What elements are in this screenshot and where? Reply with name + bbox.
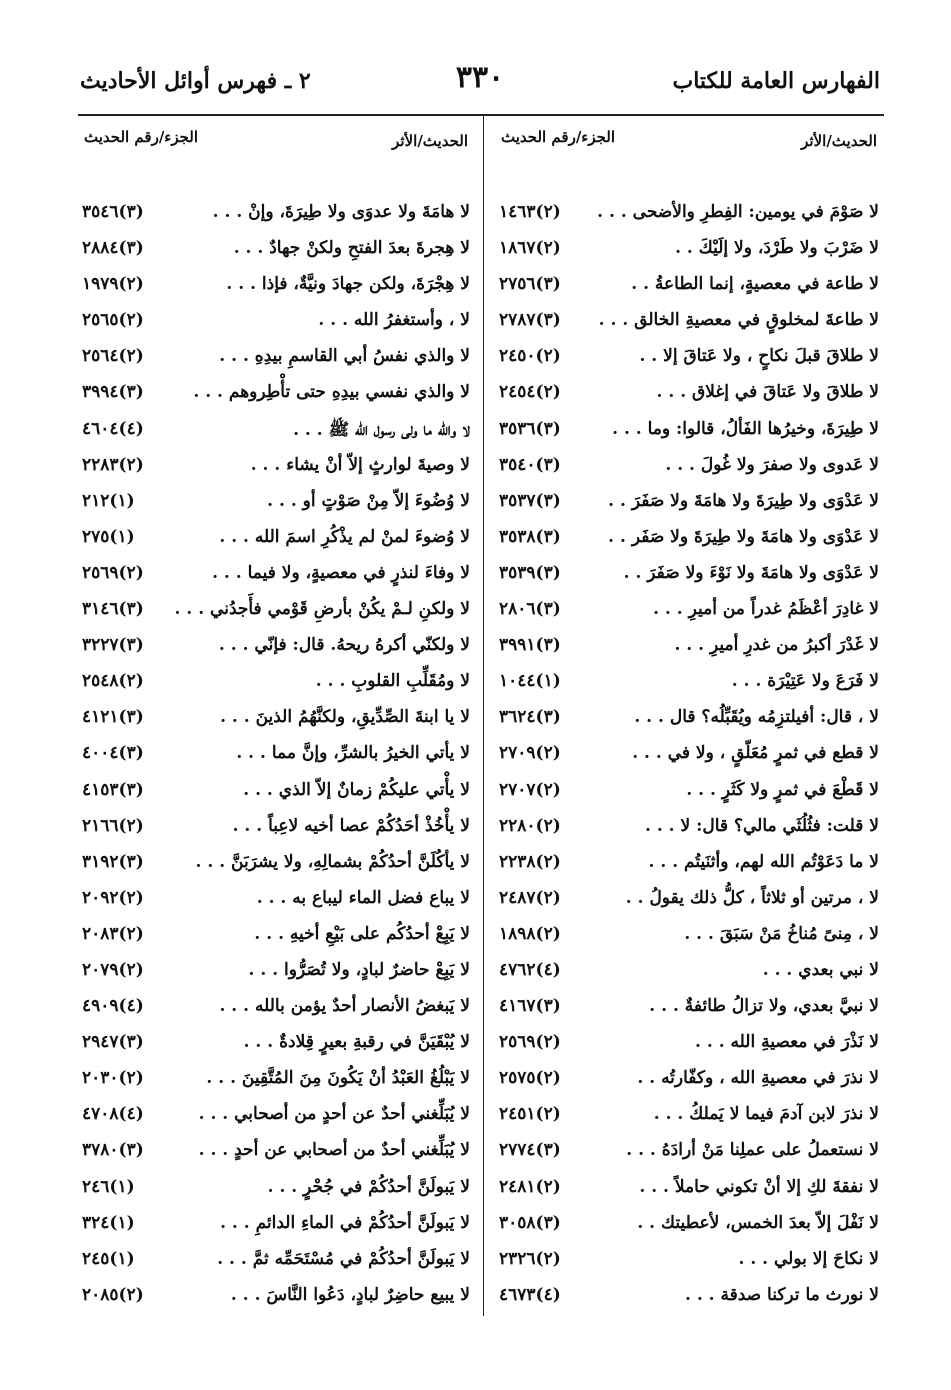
hadith-entry bbox=[78, 920, 474, 956]
hadith-entry bbox=[495, 1028, 883, 1064]
hadith-ref: (٢)٢٤٨٧ bbox=[499, 887, 561, 908]
hadith-entry bbox=[495, 1245, 883, 1281]
hadith-text: لا غَدْرَ أكبرُ من غدرِ أميرِ . . . bbox=[674, 635, 879, 656]
hadith-ref: (٣)٣٥٤٦ bbox=[82, 202, 144, 222]
hadith-text: لا يأكُلَنَّ أحدُكُمْ بشمالِهِ، ولا يشرَبَنَّ . . . bbox=[195, 851, 470, 872]
hadith-entry bbox=[78, 848, 474, 884]
hadith-text: لا هامَةَ ولا عدوَى ولا طِيرَةَ، وإنْ . . . bbox=[212, 202, 470, 222]
hadith-entry bbox=[78, 667, 474, 703]
header-rule bbox=[78, 114, 884, 116]
hadith-ref: (١)٢١٢ bbox=[82, 490, 135, 511]
hadith-ref: (٢)٢٤٥٠ bbox=[499, 346, 561, 367]
hadith-ref: (٢)٢٢٣٨ bbox=[499, 851, 561, 872]
hadith-ref: (٢)٢٠٩٢ bbox=[82, 887, 144, 908]
hadith-text: لا يأْخُذْ أحَدُكُمْ عصا أخيه لاعِباً . . . bbox=[232, 815, 470, 836]
hadith-entry bbox=[78, 1281, 474, 1317]
hadith-text: لا عَدْوَى ولا هامَةَ ولا نَوْءَ ولا صَفَرَ . . bbox=[623, 562, 879, 583]
hadith-entry bbox=[495, 595, 883, 631]
hadith-entry bbox=[495, 378, 883, 414]
hadith-text: لا يَبِعْ حاضرٌ لبادٍ، ولا تُصَرُّوا . . . bbox=[248, 959, 470, 980]
hadith-ref: (٣)٣٥٣٧ bbox=[499, 490, 561, 511]
hadith-entry bbox=[78, 812, 474, 848]
hadith-ref: (٢)٢٥٦٩ bbox=[82, 562, 144, 583]
hadith-text: لا نورث ما تركنا صدقة . . . bbox=[684, 1284, 879, 1305]
hadith-entry bbox=[495, 198, 883, 234]
hadith-ref: (٣)٢٧٥٦ bbox=[499, 274, 561, 295]
hadith-entry bbox=[78, 415, 474, 451]
hadith-entry bbox=[495, 1136, 883, 1172]
hadith-text: لا هِجرةَ بعدَ الفتحِ ولكنْ جهادٌ . . . bbox=[233, 238, 470, 259]
hadith-ref: (١)٢٤٦ bbox=[82, 1176, 135, 1197]
hadith-text: لا يباع فضل الماء ليباع به . . . bbox=[256, 887, 470, 908]
hadith-entry bbox=[78, 703, 474, 739]
hadith-list-left bbox=[78, 198, 474, 1317]
hadith-ref: (٣)٣٩٩١ bbox=[499, 635, 561, 656]
column-header-ref: الجزء/رقم الحديث bbox=[501, 128, 616, 146]
hadith-text: لا يأْتي عليكُمْ زمانٌ إلاّ الذي . . . bbox=[243, 779, 470, 800]
hadith-entry bbox=[78, 1209, 474, 1245]
hadith-text: لا ولكنّي أكرهُ ريحهُ. قال: فإنّي . . . bbox=[218, 635, 470, 656]
hadith-entry bbox=[495, 703, 883, 739]
hadith-text: لا وُضُوءَ إلاّ مِنْ صَوْتٍ أو . . . bbox=[267, 490, 470, 511]
hadith-entry bbox=[495, 776, 883, 812]
hadith-text: لا يا ابنةَ الصِّدِّيقِ، ولكنَّهُمُ الذينَ . . . bbox=[220, 707, 470, 728]
hadith-text: لا وصيةَ لوارثٍ إلاّ أنْ يشاء . . . bbox=[250, 454, 470, 475]
hadith-ref: (٢)٢٣٢٦ bbox=[499, 1248, 561, 1269]
hadith-ref: (٣)٣١٩٢ bbox=[82, 851, 144, 872]
hadith-ref: (٣)٢٨٨٤ bbox=[82, 238, 144, 259]
hadith-text: لا هِجْرَةَ، ولكن جهادَ ونيَّةٌ، فإذا . . . bbox=[226, 274, 470, 295]
hadith-text: لا طاعة في معصيةٍ، إنما الطاعةُ . . bbox=[631, 274, 879, 295]
hadith-ref: (٢)٢٠٨٣ bbox=[82, 923, 144, 944]
hadith-entry bbox=[78, 1136, 474, 1172]
hadith-ref: (٣)٣٥٣٦ bbox=[499, 418, 561, 439]
hadith-text: لا يَبغضُ الأنصار أحدٌ يؤمن بالله . . . bbox=[219, 996, 470, 1017]
hadith-text: لا قَطْعَ في ثمرٍ ولا كَثَرٍ . . . bbox=[686, 779, 879, 800]
hadith-ref: (١)١٠٤٤ bbox=[499, 671, 561, 692]
column-header-hadith: الحديث/الأثر bbox=[392, 132, 468, 150]
hadith-text: لا وُضوءَ لمنْ لم يذْكُرِ اسمَ الله . . . bbox=[219, 526, 470, 547]
hadith-ref: (٣)٣٢٢٧ bbox=[82, 635, 144, 656]
hadith-text: لا يَبولَنَّ أحدُكُمْ في مُسْتَحَمِّه ثمَّ . . . bbox=[217, 1248, 470, 1269]
hadith-text: لا طِيرَةَ، وخيرُها الفَألُ، قالوا: وما . . . bbox=[612, 418, 879, 439]
column-divider bbox=[483, 116, 484, 1316]
hadith-ref: (٢)١٨٩٨ bbox=[499, 923, 561, 944]
hadith-entry bbox=[78, 306, 474, 342]
hadith-entry bbox=[495, 415, 883, 451]
hadith-text: لا ولكنِ لـمْ يكُنْ بأرضِ قَوْمي فأَجدُني . . . bbox=[174, 599, 470, 620]
hadith-ref: (٢)٢٢٨٣ bbox=[82, 454, 144, 475]
running-title-right: الفهارس العامة للكتاب bbox=[672, 68, 880, 94]
hadith-entry bbox=[78, 1245, 474, 1281]
hadith-text: لا والذي نفسي بيدِهِ حتى تأْطِروهم . . . bbox=[193, 382, 470, 403]
hadith-text: لا نستعملُ على عملِنا مَنْ أرادَهُ . . . bbox=[626, 1140, 879, 1161]
hadith-ref: (٣)٣٥٤٠ bbox=[499, 454, 561, 475]
hadith-entry bbox=[495, 342, 883, 378]
hadith-text: لا قلت: فثُلُثَي مالي؟ قال: لا . . . bbox=[645, 815, 879, 836]
hadith-entry bbox=[495, 306, 883, 342]
hadith-text: لا قطع في ثمرٍ مُعَلّقٍ ، ولا في . . . bbox=[632, 743, 879, 764]
hadith-ref: (٢)١٩٧٩ bbox=[82, 274, 144, 295]
hadith-entry bbox=[495, 992, 883, 1028]
hadith-text: لا يَبِعْ أحدُكُم على بَيْعِ أخيهِ . . . bbox=[254, 923, 470, 944]
hadith-text: لا نبيَّ بعدي، ولا تزالُ طائفةٌ . . . bbox=[649, 996, 879, 1017]
hadith-entry bbox=[78, 884, 474, 920]
hadith-ref: (٢)٢٢٨٠ bbox=[499, 815, 561, 836]
hadith-entry bbox=[78, 234, 474, 270]
hadith-text: لا والله ما ولى رسول الله ﷺ . . . bbox=[293, 419, 470, 440]
hadith-text: لا يَبْلُغُ العَبْدُ أنْ يَكُونَ مِنَ المُتَّقِينَ . . . bbox=[206, 1068, 470, 1089]
hadith-ref: (٣)٣٥٣٨ bbox=[499, 526, 561, 547]
hadith-text: لا يبيع حاضِرٌ لبادٍ، دَعُوا النَّاسَ . . . bbox=[230, 1284, 470, 1305]
hadith-entry bbox=[495, 523, 883, 559]
hadith-entry bbox=[495, 631, 883, 667]
hadith-ref: (١)٣٢٤ bbox=[82, 1212, 135, 1233]
hadith-ref: (٣)٢٧٨٧ bbox=[499, 310, 561, 331]
hadith-entry bbox=[78, 776, 474, 812]
hadith-entry bbox=[78, 631, 474, 667]
hadith-entry bbox=[495, 1209, 883, 1245]
hadith-ref: (٢)٢٧٠٩ bbox=[499, 743, 561, 764]
hadith-ref: (٣)٢٧٧٤ bbox=[499, 1140, 561, 1161]
hadith-entry bbox=[78, 739, 474, 775]
hadith-ref: (٣)٤١٢١ bbox=[82, 707, 144, 728]
hadith-ref: (٣)٤١٦٧ bbox=[499, 996, 561, 1017]
hadith-ref: (٣)٣١٤٦ bbox=[82, 599, 144, 620]
hadith-ref: (٤)٤٧٦٢ bbox=[499, 959, 561, 980]
hadith-ref: (٢)٢٤٨١ bbox=[499, 1176, 561, 1197]
hadith-entry bbox=[78, 956, 474, 992]
hadith-ref: (٤)٤٦٧٣ bbox=[499, 1284, 561, 1305]
page-number: ٣٣٠ bbox=[455, 60, 505, 95]
hadith-ref: (٢)٢٤٥٤ bbox=[499, 382, 561, 403]
hadith-text: لا ، قال: أفيلتزِمُه ويُقَبِّلُه؟ قال . . . bbox=[634, 707, 879, 728]
hadith-text: لا غادِرَ أعْظَمُ غدراً من أميرِ . . . bbox=[653, 599, 879, 620]
hadith-text: لا عَدْوَى ولا طِيرَةَ ولا هامَةَ ولا صَفَرَ . . bbox=[608, 490, 879, 511]
hadith-text: لا يُبَلِّغني أحدٌ من أصحابي عن أحدٍ . . . bbox=[198, 1140, 470, 1161]
hadith-ref: (٣)٤١٥٣ bbox=[82, 779, 144, 800]
hadith-ref: (٢)٢٠٧٩ bbox=[82, 959, 144, 980]
hadith-text: لا يَبولَنَّ أحدُكُمْ في الماءِ الدائمِ . . . bbox=[220, 1212, 470, 1233]
hadith-ref: (٣)٣٧٨٠ bbox=[82, 1140, 144, 1161]
hadith-text: لا ، مِنىً مُناخُ مَنْ سَبَقَ . . . bbox=[684, 923, 879, 944]
hadith-text: لا طلاقَ ولا عَتاقَ في إغلاق . . . bbox=[656, 382, 879, 403]
hadith-ref: (٣)٣٦٢٤ bbox=[499, 707, 561, 728]
hadith-text: لا نذرَ لابن آدمَ فيما لا يَملكُ . . . bbox=[653, 1104, 879, 1125]
hadith-entry bbox=[78, 342, 474, 378]
hadith-ref: (٤)٤٩٠٩ bbox=[82, 996, 144, 1017]
hadith-entry bbox=[495, 812, 883, 848]
hadith-entry bbox=[495, 487, 883, 523]
hadith-text: لا عَدوى ولا صفرَ ولا غُولَ . . . bbox=[665, 454, 879, 475]
hadith-ref: (٣)٤٠٠٤ bbox=[82, 743, 144, 764]
hadith-text: لا ، مرتين أو ثلاثاً ، كلُّ ذلك يقولُ . . bbox=[625, 887, 879, 908]
hadith-text: لا طلاقَ قبلَ نكاحٍ ، ولا عَتاقَ إلا . . bbox=[639, 346, 879, 367]
hadith-entry bbox=[495, 848, 883, 884]
hadith-ref: (٢)٢٥٦٤ bbox=[82, 346, 144, 367]
hadith-entry bbox=[78, 992, 474, 1028]
hadith-text: لا نَفْلَ إلاّ بعدَ الخمس، لأعطيتك . . bbox=[637, 1212, 879, 1233]
hadith-text: لا يُبْقَيَنَّ في رقبةِ بعيرٍ قِلادةٌ . . . bbox=[243, 1032, 470, 1053]
hadith-entry bbox=[78, 378, 474, 414]
hadith-text: لا وفاءَ لنذرٍ في معصيةٍ، ولا فيما . . . bbox=[212, 562, 470, 583]
hadith-entry bbox=[495, 1064, 883, 1100]
hadith-text: لا صَوْمَ في يومين: الفِطرِ والأضحى . . . bbox=[597, 202, 879, 222]
hadith-text: لا يأتي الخيرُ بالشرِّ، وإنَّ مما . . . bbox=[236, 743, 470, 764]
hadith-entry bbox=[78, 198, 474, 234]
right-column bbox=[495, 126, 883, 1317]
hadith-entry bbox=[495, 739, 883, 775]
page-header bbox=[80, 60, 880, 100]
hadith-ref: (٣)٣٩٩٤ bbox=[82, 382, 144, 403]
hadith-ref: (٢)٢٠٣٠ bbox=[82, 1068, 144, 1089]
hadith-entry bbox=[78, 270, 474, 306]
hadith-ref: (٢)٢٠٨٥ bbox=[82, 1284, 144, 1305]
hadith-ref: (٣)٣٥٣٩ bbox=[499, 562, 561, 583]
column-header bbox=[78, 126, 474, 166]
hadith-ref: (٤)٤٦٠٤ bbox=[82, 418, 144, 439]
hadith-ref: (٤)٤٧٠٨ bbox=[82, 1104, 144, 1125]
hadith-entry bbox=[78, 523, 474, 559]
hadith-ref: (٣)٢٨٠٦ bbox=[499, 599, 561, 620]
hadith-entry bbox=[495, 451, 883, 487]
hadith-ref: (٢)١٤٦٣ bbox=[499, 202, 561, 222]
hadith-entry bbox=[495, 1100, 883, 1136]
hadith-text: لا ما دَعَوْتُم الله لهم، وأثنَيتُم . . . bbox=[648, 851, 879, 872]
hadith-ref: (١)٢٤٥ bbox=[82, 1248, 135, 1269]
hadith-text: لا ضَرْبَ ولا طَرْدَ، ولا إلَيْكَ . . bbox=[675, 238, 879, 259]
hadith-entry bbox=[495, 270, 883, 306]
hadith-text: لا ومُقَلِّبِ القلوبِ . . . bbox=[315, 671, 470, 692]
hadith-ref: (٣)٣٠٥٨ bbox=[499, 1212, 561, 1233]
hadith-entry bbox=[495, 884, 883, 920]
hadith-text: لا نَذْرَ في معصيةِ الله . . . bbox=[695, 1032, 879, 1053]
hadith-text: لا طاعةَ لمخلوقٍ في معصيةِ الخالق . . . bbox=[598, 310, 879, 331]
hadith-entry bbox=[78, 559, 474, 595]
hadith-text: لا نفقةَ لكِ إلا أنْ تكوني حاملاً . . . bbox=[639, 1176, 879, 1197]
hadith-text: لا نكاحَ إلا بولي . . . bbox=[738, 1248, 879, 1269]
hadith-entry bbox=[495, 956, 883, 992]
left-column bbox=[78, 126, 474, 1317]
hadith-entry bbox=[78, 595, 474, 631]
hadith-ref: (٢)٢٧٠٧ bbox=[499, 779, 561, 800]
hadith-text: لا يُبَلِّغني أحدٌ عن أحدٍ من أصحابي . . . bbox=[198, 1104, 470, 1125]
hadith-ref: (٢)٢٥٦٩ bbox=[499, 1032, 561, 1053]
hadith-ref: (٣)٢٩٤٧ bbox=[82, 1032, 144, 1053]
hadith-text: لا فَرَعَ ولا عَتِيْرَة . . . bbox=[731, 671, 879, 692]
hadith-entry bbox=[78, 487, 474, 523]
hadith-text: لا ، وأستغفرُ الله . . . bbox=[318, 310, 470, 331]
column-header-ref: الجزء/رقم الحديث bbox=[84, 128, 199, 146]
hadith-entry bbox=[78, 1100, 474, 1136]
hadith-entry bbox=[495, 667, 883, 703]
hadith-text: لا نبي بعدي . . . bbox=[762, 959, 879, 980]
hadith-ref: (٢)٢٥٦٥ bbox=[82, 310, 144, 331]
hadith-entry bbox=[495, 559, 883, 595]
hadith-entry bbox=[78, 1173, 474, 1209]
hadith-ref: (٢)٢٤٥١ bbox=[499, 1104, 561, 1125]
hadith-entry bbox=[495, 234, 883, 270]
hadith-entry bbox=[78, 451, 474, 487]
hadith-text: لا نذرَ في معصيةِ الله ، وكفّارتُه . . bbox=[637, 1068, 879, 1089]
hadith-entry bbox=[495, 1281, 883, 1317]
column-header-hadith: الحديث/الأثر bbox=[801, 132, 877, 150]
hadith-entry bbox=[78, 1028, 474, 1064]
hadith-list-right bbox=[495, 198, 883, 1317]
running-title-left: ٢ ـ فهرس أوائل الأحاديث bbox=[80, 68, 311, 94]
hadith-ref: (٢)٢١٦٦ bbox=[82, 815, 144, 836]
hadith-text: لا يَبولَنَّ أحدُكُمْ في جُحْرٍ . . . bbox=[267, 1176, 470, 1197]
hadith-entry bbox=[495, 920, 883, 956]
hadith-ref: (١)٢٧٥ bbox=[82, 526, 135, 547]
hadith-entry bbox=[495, 1173, 883, 1209]
hadith-text: لا والذي نفسُ أبي القاسمِ بيدِهِ . . . bbox=[219, 346, 470, 367]
hadith-text: لا عَدْوَى ولا هامَةَ ولا طِيرَةَ ولا صَفَر . . bbox=[608, 526, 879, 547]
hadith-ref: (٢)٢٥٤٨ bbox=[82, 671, 144, 692]
hadith-entry bbox=[78, 1064, 474, 1100]
hadith-ref: (٢)٢٥٧٥ bbox=[499, 1068, 561, 1089]
hadith-ref: (٢)١٨٦٧ bbox=[499, 238, 561, 259]
column-header bbox=[495, 126, 883, 166]
